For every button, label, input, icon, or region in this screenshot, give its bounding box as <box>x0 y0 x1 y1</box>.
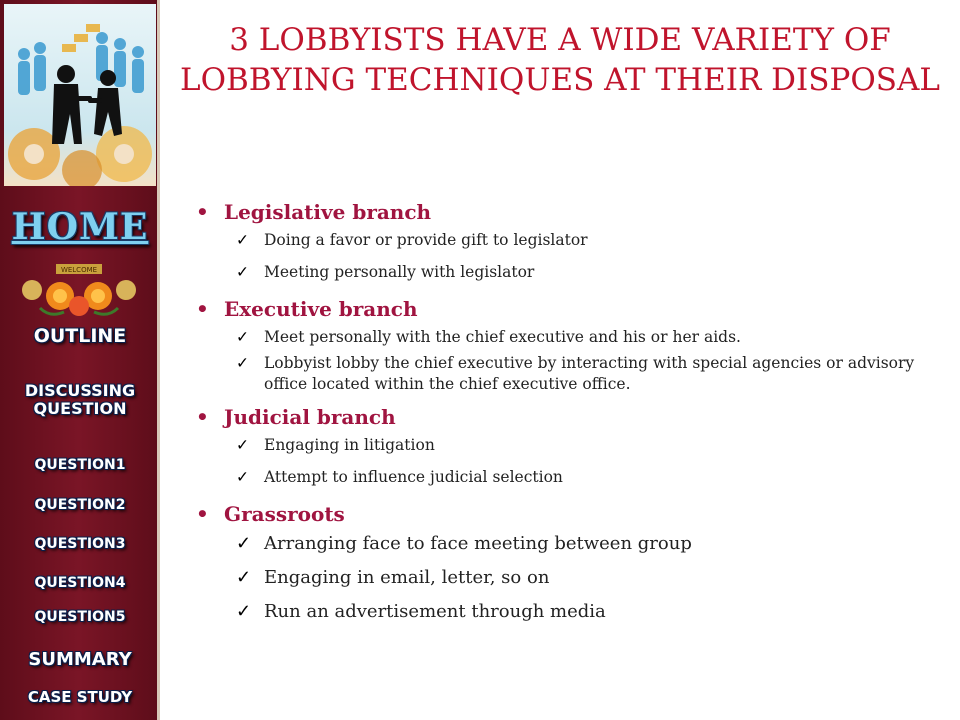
list-item-text: Run an advertisement through media <box>264 601 606 622</box>
bullet-icon: • <box>196 200 209 224</box>
bullet-icon: • <box>196 297 209 321</box>
check-icon: ✓ <box>236 263 249 281</box>
list-item-text: Arranging face to face meeting between group <box>264 533 692 554</box>
list-item-text: Meet personally with the chief executive and his or her aids. <box>264 328 741 346</box>
list-item <box>190 353 930 395</box>
sidebar-item-question3[interactable]: QUESTION3 <box>34 536 126 552</box>
check-icon: ✓ <box>236 601 252 622</box>
business-people-illustration <box>4 4 156 186</box>
sidebar-item-question1[interactable]: QUESTION1 <box>34 457 126 473</box>
check-icon: ✓ <box>236 533 252 554</box>
section-heading: Executive branch <box>224 297 418 321</box>
list-item <box>190 467 930 488</box>
list-item <box>190 566 930 590</box>
list-item-text: Doing a favor or provide gift to legislator <box>264 231 588 249</box>
section-executive <box>190 297 930 327</box>
sidebar-item-outline[interactable]: OUTLINE <box>33 325 127 347</box>
bullet-icon: • <box>196 405 209 429</box>
business-people-icon <box>4 4 156 186</box>
check-icon: ✓ <box>236 567 252 588</box>
section-judicial <box>190 405 930 435</box>
slide-content <box>190 200 930 634</box>
section-heading: Legislative branch <box>224 200 432 224</box>
sidebar-item-question2[interactable]: QUESTION2 <box>34 497 126 513</box>
section-grassroots <box>190 502 930 532</box>
list-item <box>190 230 930 251</box>
sidebar-item-summary[interactable]: SUMMARY <box>28 649 132 670</box>
list-item-text: Meeting personally with legislator <box>264 263 535 281</box>
check-icon: ✓ <box>236 354 249 372</box>
list-item-text: Lobbyist lobby the chief executive by interacting with special agencies or advisory office located within the chief executive office. <box>264 354 915 393</box>
check-icon: ✓ <box>236 436 249 454</box>
bullet-icon: • <box>196 502 209 526</box>
sidebar-item-question4[interactable]: QUESTION4 <box>34 575 126 591</box>
list-item-text: Attempt to influence judicial selection <box>264 468 563 486</box>
section-heading: Grassroots <box>224 502 345 526</box>
home-link[interactable]: HOME <box>11 206 149 248</box>
list-item <box>190 262 930 283</box>
list-item <box>190 600 930 624</box>
slide-title: 3 LOBBYISTS HAVE A WIDE VARIETY OF LOBBYING TECHNIQUES AT THEIR DISPOSAL <box>180 22 940 99</box>
sidebar-nav <box>0 0 160 720</box>
list-item-text: Engaging in litigation <box>264 436 435 454</box>
check-icon: ✓ <box>236 468 249 486</box>
check-icon: ✓ <box>236 231 249 249</box>
list-item-text: Engaging in email, letter, so on <box>264 567 550 588</box>
list-item <box>190 327 930 348</box>
flower-ornament-icon <box>20 262 138 320</box>
welcome-banner-text: WELCOME <box>60 266 98 274</box>
list-item <box>190 532 930 556</box>
sidebar-item-case-study[interactable]: CASE STUDY <box>27 688 133 706</box>
check-icon: ✓ <box>236 328 249 346</box>
section-heading: Judicial branch <box>224 405 396 429</box>
sidebar-item-question5[interactable]: QUESTION5 <box>34 609 126 625</box>
section-legislative <box>190 200 930 230</box>
sidebar-item-discussing-question[interactable]: DISCUSSING QUESTION <box>24 381 136 418</box>
list-item <box>190 435 930 456</box>
